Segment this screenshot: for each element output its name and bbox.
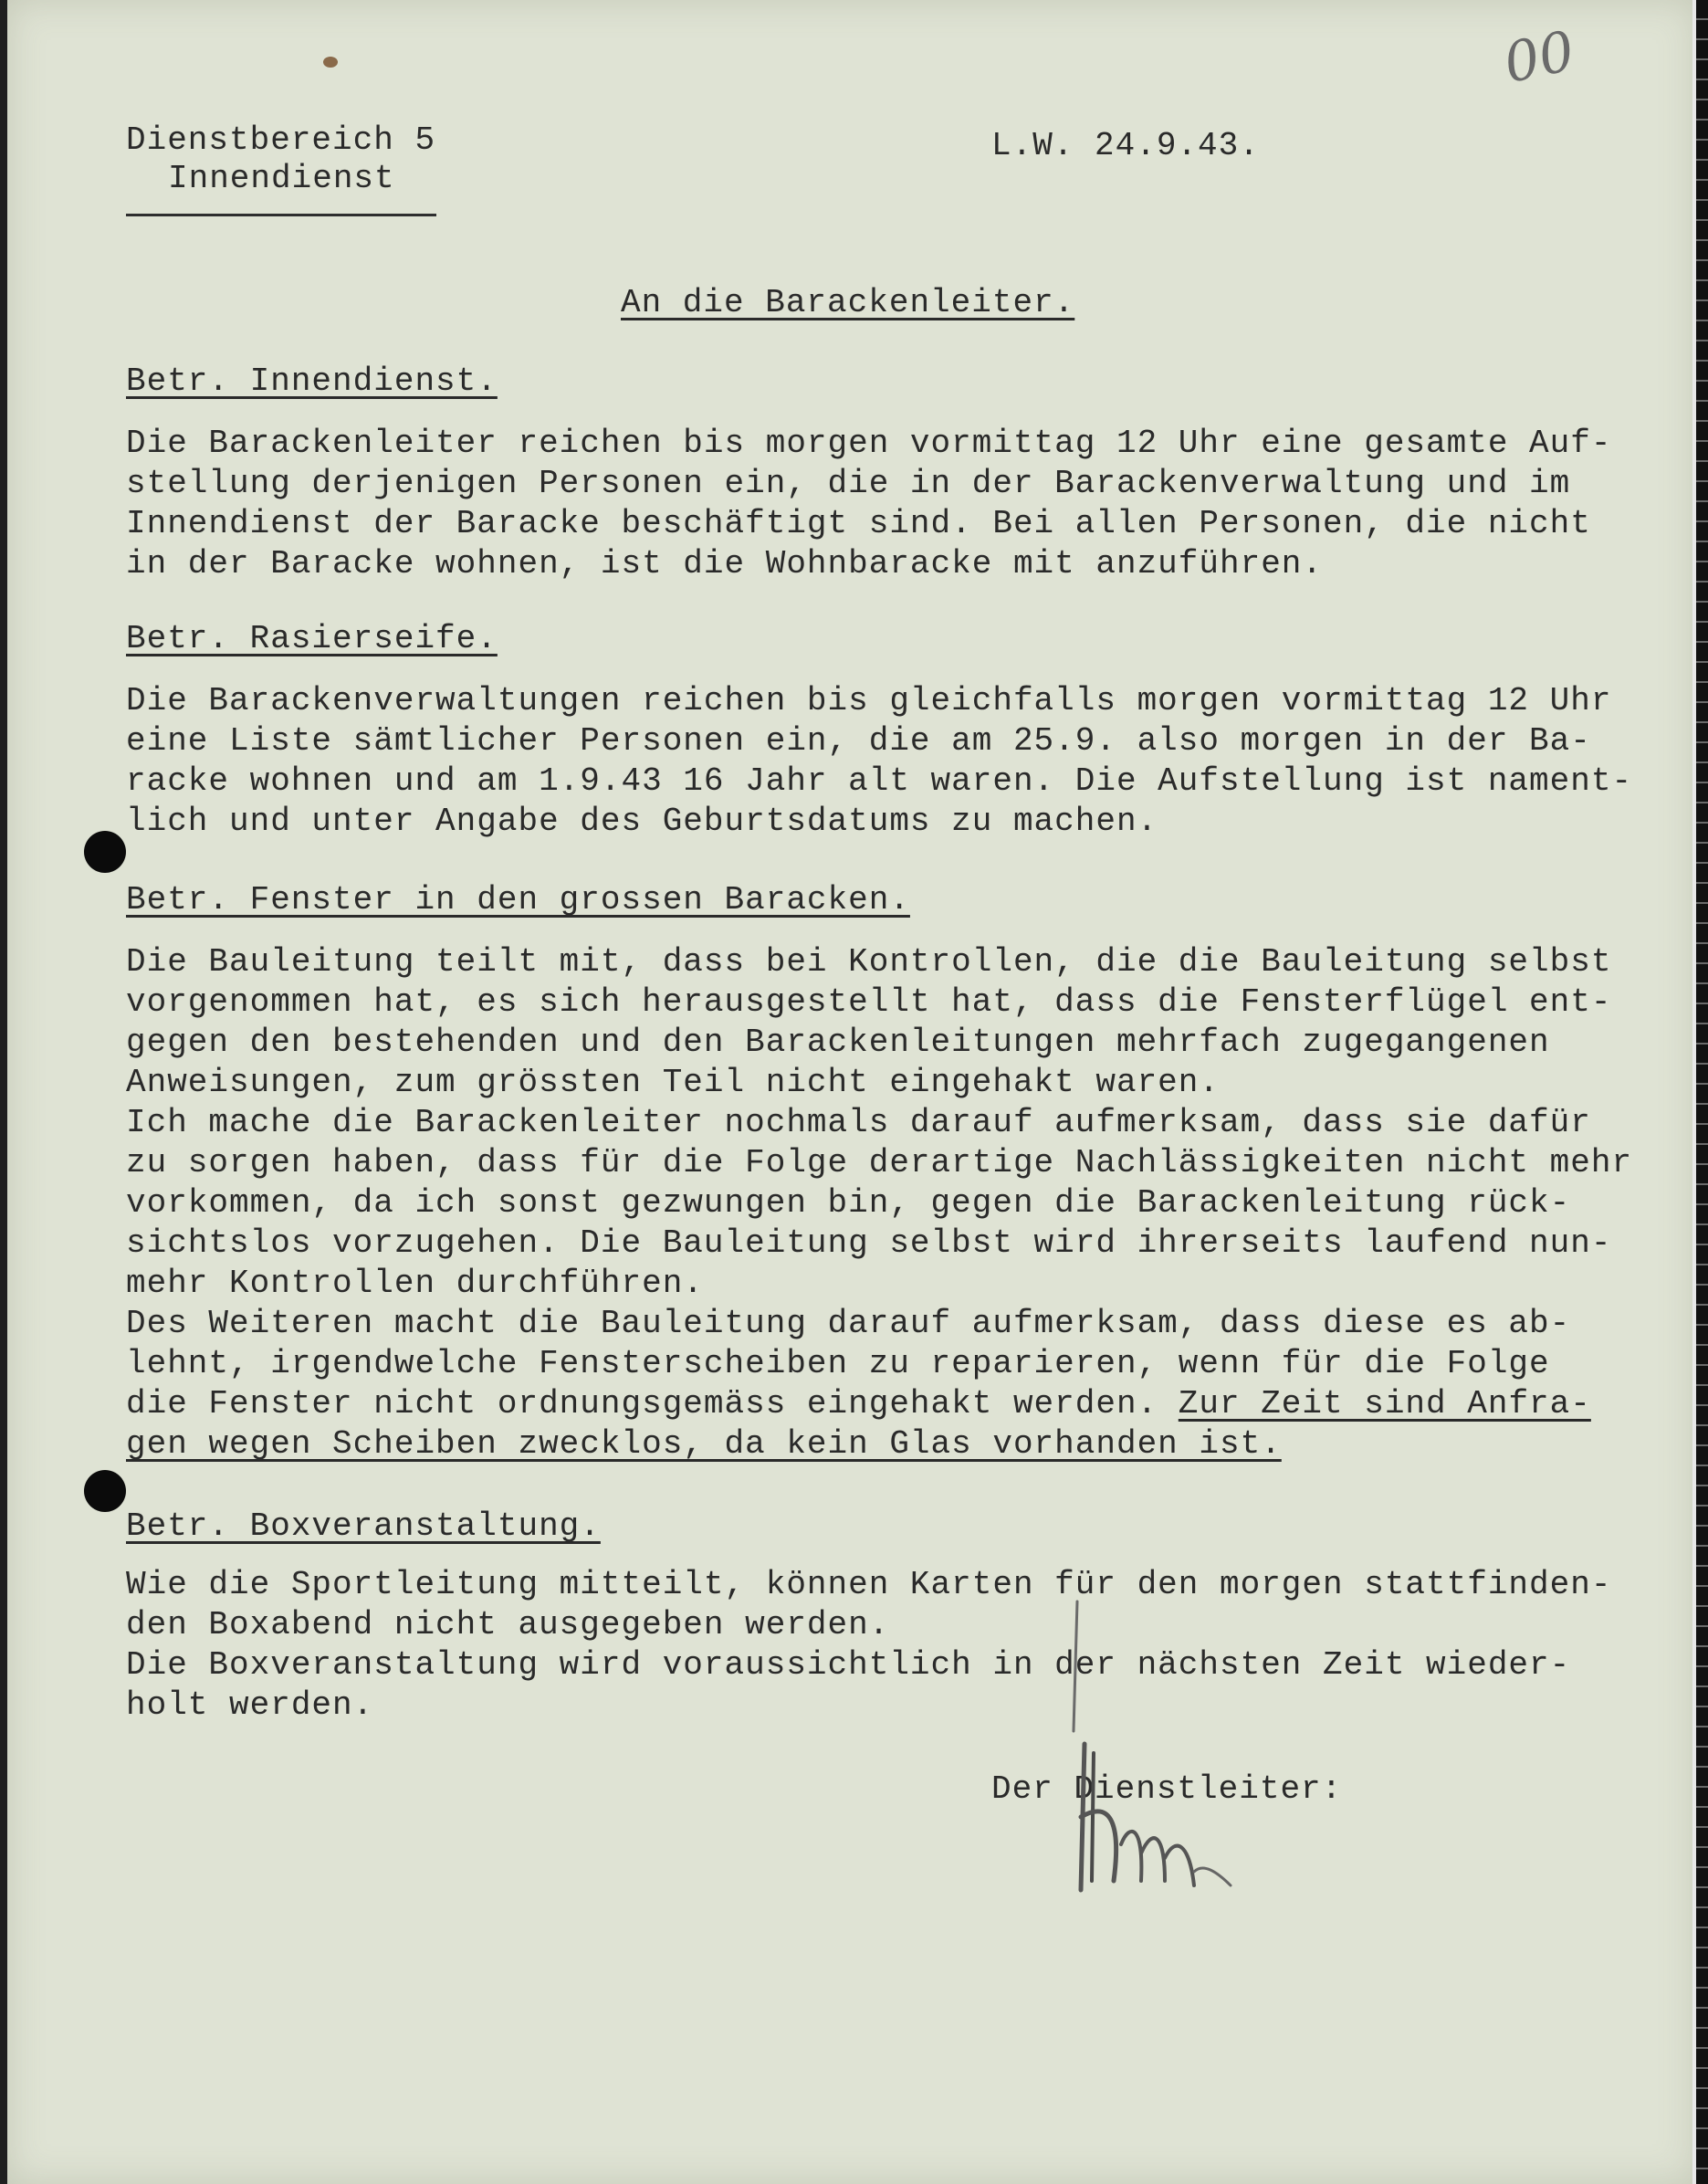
text-line-mixed — [126, 1384, 1632, 1424]
department-line1: Dienstbereich 5 — [126, 121, 436, 159]
corner-pencil-mark: 00 — [1498, 18, 1580, 97]
text-line: Wie die Sportleitung mitteilt, können Karten für den morgen stattfinden- — [126, 1566, 1612, 1603]
text-line: Die Boxveranstaltung wird voraussichtlich in der nächsten Zeit wieder- — [126, 1646, 1571, 1684]
text-line-underlined: gen wegen Scheiben zwecklos, da kein Glas vorhanden ist. — [126, 1425, 1282, 1463]
text-line: mehr Kontrollen durchführen. — [126, 1265, 704, 1302]
section-body-fenster — [126, 942, 1632, 1465]
text-line: Die Barackenleiter reichen bis morgen vormittag 12 Uhr eine gesamte Auf- — [126, 425, 1612, 462]
section-title-boxveranstaltung: Betr. Boxveranstaltung. — [126, 1507, 601, 1545]
text-line: Des Weiteren macht die Bauleitung darauf aufmerksam, dass diese es ab- — [126, 1305, 1571, 1342]
document-page — [7, 0, 1696, 2184]
section-title-rasierseife: Betr. Rasierseife. — [126, 620, 498, 657]
text-line: holt werden. — [126, 1686, 374, 1724]
text-line: vorgenommen hat, es sich herausgestellt hat, dass die Fensterflügel ent- — [126, 983, 1612, 1021]
text-line: stellung derjenigen Personen ein, die in der Barackenverwaltung und im — [126, 465, 1571, 502]
text-line: in der Baracke wohnen, ist die Wohnbaracke mit anzuführen. — [126, 545, 1324, 583]
scan-ruler — [1696, 0, 1708, 2184]
closing-title: Der Dienstleiter: — [991, 1770, 1343, 1808]
stain-mark — [323, 57, 338, 68]
signature-mark — [1057, 1735, 1258, 1899]
text-line: Anweisungen, zum grössten Teil nicht eingehakt waren. — [126, 1064, 1220, 1101]
section-body-innendienst — [126, 424, 1611, 584]
section-body-boxveranstaltung — [126, 1565, 1611, 1726]
text-underlined: Zur Zeit sind Anfra- — [1178, 1385, 1591, 1423]
text-line: gegen den bestehenden und den Barackenleitungen mehrfach zugegangenen — [126, 1024, 1550, 1061]
text-line: racke wohnen und am 1.9.43 16 Jahr alt waren. Die Aufstellung ist nament- — [126, 762, 1633, 800]
text-line: lich und unter Angabe des Geburtsdatums zu machen. — [126, 803, 1158, 840]
section-title-innendienst: Betr. Innendienst. — [126, 362, 498, 400]
department-line2: Innendienst — [168, 160, 395, 197]
text-line: vorkommen, da ich sonst gezwungen bin, gegen die Barackenleitung rück- — [126, 1184, 1571, 1222]
pencil-stroke — [1066, 1598, 1085, 1735]
punch-hole — [84, 831, 126, 873]
text-line: den Boxabend nicht ausgegeben werden. — [126, 1606, 890, 1643]
text-line: Ich mache die Barackenleiter nochmals darauf aufmerksam, dass sie dafür — [126, 1104, 1591, 1141]
document-date: L.W. 24.9.43. — [991, 127, 1260, 164]
header-rule — [126, 214, 436, 216]
section-body-rasierseife — [126, 681, 1632, 842]
punch-hole — [84, 1470, 126, 1512]
text-line: zu sorgen haben, dass für die Folge derartige Nachlässigkeiten nicht mehr — [126, 1144, 1633, 1181]
section-title-fenster: Betr. Fenster in den grossen Baracken. — [126, 881, 910, 919]
text-line: sichtslos vorzugehen. Die Bauleitung selbst wird ihrerseits laufend nun- — [126, 1224, 1612, 1262]
text-line: Die Barackenverwaltungen reichen bis gleichfalls morgen vormittag 12 Uhr — [126, 682, 1612, 719]
text-line: Innendienst der Baracke beschäftigt sind. Bei allen Personen, die nicht — [126, 505, 1591, 542]
addressee: An die Barackenleiter. — [621, 284, 1075, 321]
text-plain: die Fenster nicht ordnungsgemäss eingehakt werden. — [126, 1385, 1179, 1423]
text-line: Die Bauleitung teilt mit, dass bei Kontrollen, die die Bauleitung selbst — [126, 943, 1612, 981]
text-line: eine Liste sämtlicher Personen ein, die am 25.9. also morgen in der Ba- — [126, 722, 1591, 760]
text-line: lehnt, irgendwelche Fensterscheiben zu reparieren, wenn für die Folge — [126, 1345, 1550, 1382]
